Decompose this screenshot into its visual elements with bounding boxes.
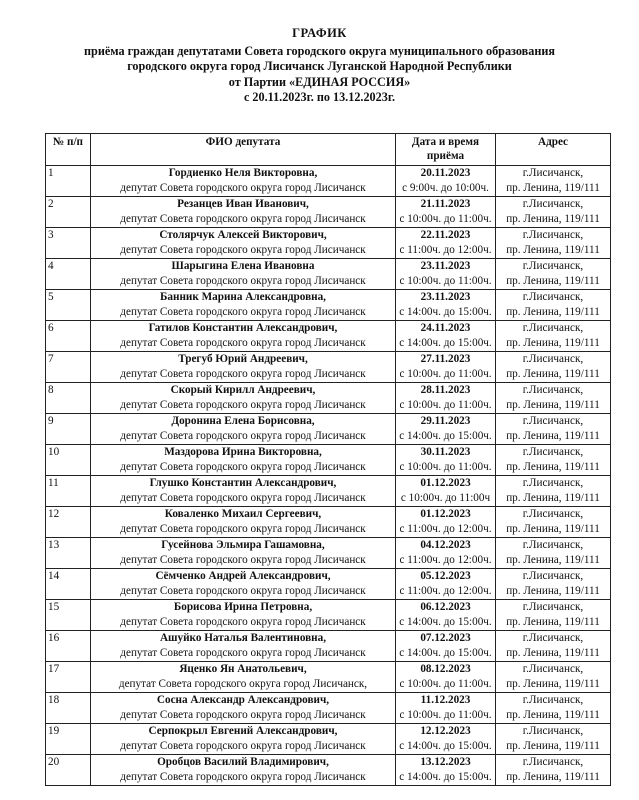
table-row: [46, 445, 611, 476]
reception-date: 04.12.2023: [420, 539, 471, 551]
reception-time: с 14:00ч. до 15:00ч.: [399, 336, 492, 349]
reception-date: 07.12.2023: [420, 632, 471, 644]
reception-date: 24.11.2023: [420, 322, 471, 334]
address-cell: [496, 631, 611, 662]
table-row: [46, 600, 611, 631]
reception-date: 22.11.2023: [420, 229, 471, 241]
address-street: пр. Ленина, 119/111: [506, 739, 600, 752]
address-street: пр. Ленина, 119/111: [506, 274, 600, 287]
deputy-position: депутат Совета городского округа город Лисичанск: [120, 398, 366, 411]
address-street: пр. Ленина, 119/111: [506, 243, 600, 256]
reception-date: 21.11.2023: [420, 198, 471, 210]
datetime-cell: [396, 259, 496, 290]
datetime-cell: [396, 321, 496, 352]
address-cell: [496, 414, 611, 445]
reception-date: 23.11.2023: [420, 291, 471, 303]
reception-date: 06.12.2023: [420, 601, 471, 613]
address-city: г.Лисичанск,: [522, 725, 584, 737]
deputy-name: Гордиенко Неля Викторовна,: [168, 167, 318, 179]
address-cell: [496, 321, 611, 352]
table-row: [46, 755, 611, 786]
deputy-name: Банник Марина Александровна,: [160, 291, 326, 303]
address-street: пр. Ленина, 119/111: [506, 553, 600, 566]
address-city: г.Лисичанск,: [522, 167, 584, 179]
column-header-fio: ФИО депутата: [91, 134, 396, 166]
deputy-position: депутат Совета городского округа город Лисичанск: [120, 739, 366, 752]
deputy-cell: [91, 755, 396, 786]
address-cell: [496, 724, 611, 755]
address-city: г.Лисичанск,: [522, 539, 584, 551]
reception-time: с 14:00ч. до 15:00ч.: [399, 770, 492, 783]
address-street: пр. Ленина, 119/111: [506, 429, 600, 442]
table-row: [46, 290, 611, 321]
table-row: [46, 414, 611, 445]
deputy-cell: [91, 352, 396, 383]
reception-time: с 11:00ч. до 12:00ч.: [399, 243, 492, 256]
table-row: [46, 507, 611, 538]
deputy-position: депутат Совета городского округа город Лисичанск: [120, 708, 366, 721]
row-number: 7: [46, 352, 91, 383]
address-cell: [496, 755, 611, 786]
deputy-name: Коваленко Михаил Сергеевич,: [164, 508, 322, 520]
datetime-cell: [396, 476, 496, 507]
address-street: пр. Ленина, 119/111: [506, 212, 600, 225]
row-number: 4: [46, 259, 91, 290]
table-row: [46, 662, 611, 693]
deputy-position: депутат Совета городского округа город Лисичанск,: [118, 677, 368, 690]
table-header-row: [46, 134, 611, 166]
address-cell: [496, 290, 611, 321]
address-cell: [496, 352, 611, 383]
deputy-name: Доронина Елена Борисовна,: [171, 415, 315, 427]
deputy-position: депутат Совета городского округа город Лисичанск: [120, 336, 366, 349]
deputy-cell: [91, 166, 396, 197]
reception-time: с 14:00ч. до 15:00ч.: [399, 305, 492, 318]
table-row: [46, 383, 611, 414]
datetime-cell: [396, 445, 496, 476]
datetime-cell: [396, 383, 496, 414]
deputy-cell: [91, 290, 396, 321]
reception-date: 27.11.2023: [420, 353, 471, 365]
address-city: г.Лисичанск,: [522, 508, 584, 520]
reception-time: с 10:00ч. до 11:00ч: [400, 491, 491, 504]
reception-time: с 14:00ч. до 15:00ч.: [399, 739, 492, 752]
deputy-name: Гатилов Константин Александрович,: [148, 322, 338, 334]
table-row: [46, 197, 611, 228]
deputy-name: Глушко Константин Александрович,: [149, 477, 337, 489]
row-number: 10: [46, 445, 91, 476]
address-street: пр. Ленина, 119/111: [506, 677, 600, 690]
datetime-cell: [396, 755, 496, 786]
table-row: [46, 321, 611, 352]
reception-time: с 10:00ч. до 11:00ч.: [399, 460, 492, 473]
deputy-name: Шарыгина Елена Ивановна: [171, 260, 315, 272]
datetime-cell: [396, 507, 496, 538]
deputy-position: депутат Совета городского округа город Лисичанск: [120, 274, 366, 287]
header-line-4: с 20.11.2023г. по 13.12.2023г.: [243, 90, 396, 105]
datetime-cell: [396, 631, 496, 662]
table-row: [46, 631, 611, 662]
datetime-cell: [396, 724, 496, 755]
address-city: г.Лисичанск,: [522, 229, 584, 241]
address-street: пр. Ленина, 119/111: [506, 491, 600, 504]
row-number: 1: [46, 166, 91, 197]
address-cell: [496, 197, 611, 228]
row-number: 13: [46, 538, 91, 569]
row-number: 14: [46, 569, 91, 600]
deputy-name: Борисова Ирина Петровна,: [173, 601, 313, 613]
datetime-cell: [396, 197, 496, 228]
reception-date: 11.12.2023: [420, 694, 471, 706]
table-row: [46, 693, 611, 724]
deputy-name: Резанцев Иван Иванович,: [177, 198, 309, 210]
address-city: г.Лисичанск,: [522, 322, 584, 334]
reception-time: с 14:00ч. до 15:00ч.: [399, 615, 492, 628]
deputy-cell: [91, 569, 396, 600]
address-street: пр. Ленина, 119/111: [506, 305, 600, 318]
deputy-cell: [91, 414, 396, 445]
address-street: пр. Ленина, 119/111: [506, 646, 600, 659]
row-number: 2: [46, 197, 91, 228]
reception-date: 05.12.2023: [420, 570, 471, 582]
datetime-cell: [396, 569, 496, 600]
datetime-cell: [396, 600, 496, 631]
datetime-cell: [396, 166, 496, 197]
row-number: 19: [46, 724, 91, 755]
column-header-address: Адрес: [496, 134, 611, 166]
row-number: 12: [46, 507, 91, 538]
column-header-datetime: Дата и время приёма: [396, 134, 496, 166]
deputy-name: Серпокрыл Евгений Александрович,: [148, 725, 338, 737]
address-cell: [496, 507, 611, 538]
reception-date: 23.11.2023: [420, 260, 471, 272]
deputy-position: депутат Совета городского округа город Лисичанск: [120, 646, 366, 659]
address-city: г.Лисичанск,: [522, 198, 584, 210]
table-row: [46, 538, 611, 569]
table-row: [46, 228, 611, 259]
address-street: пр. Ленина, 119/111: [506, 367, 600, 380]
deputy-name: Ашуйко Наталья Валентиновна,: [159, 632, 327, 644]
address-cell: [496, 476, 611, 507]
address-street: пр. Ленина, 119/111: [506, 181, 600, 194]
deputy-name: Маздорова Ирина Викторовна,: [164, 446, 322, 458]
deputy-name: Яценко Ян Анатольевич,: [179, 663, 307, 675]
row-number: 20: [46, 755, 91, 786]
deputy-cell: [91, 600, 396, 631]
address-street: пр. Ленина, 119/111: [506, 398, 600, 411]
table-row: [46, 476, 611, 507]
deputy-name: Сосна Александр Александрович,: [156, 694, 330, 706]
row-number: 16: [46, 631, 91, 662]
deputy-position: депутат Совета городского округа город Лисичанск: [120, 553, 366, 566]
deputy-position: депутат Совета городского округа город Лисичанск: [120, 305, 366, 318]
deputy-cell: [91, 259, 396, 290]
datetime-cell: [396, 228, 496, 259]
deputy-position: депутат Совета городского округа город Лисичанск: [120, 243, 366, 256]
table-row: [46, 569, 611, 600]
deputy-position: депутат Совета городского округа город Лисичанск: [120, 181, 366, 194]
address-street: пр. Ленина, 119/111: [506, 770, 600, 783]
deputy-cell: [91, 445, 396, 476]
reception-date: 13.12.2023: [420, 756, 471, 768]
deputy-name: Оробцов Василий Владимирович,: [157, 756, 329, 768]
reception-time: с 10:00ч. до 11:00ч.: [399, 398, 492, 411]
address-city: г.Лисичанск,: [522, 694, 584, 706]
row-number: 11: [46, 476, 91, 507]
deputy-position: депутат Совета городского округа город Лисичанск: [120, 367, 366, 380]
address-city: г.Лисичанск,: [522, 601, 584, 613]
table-row: [46, 352, 611, 383]
reception-time: с 14:00ч. до 15:00ч.: [399, 646, 492, 659]
document-header: [0, 26, 639, 106]
address-cell: [496, 600, 611, 631]
reception-date: 20.11.2023: [420, 167, 471, 179]
deputy-cell: [91, 538, 396, 569]
reception-time: с 10:00ч. до 11:00ч.: [399, 212, 492, 225]
address-cell: [496, 662, 611, 693]
address-city: г.Лисичанск,: [522, 384, 584, 396]
reception-time: с 10:00ч. до 11:00ч.: [399, 708, 492, 721]
row-number: 8: [46, 383, 91, 414]
address-cell: [496, 228, 611, 259]
reception-date: 30.11.2023: [420, 446, 471, 458]
address-street: пр. Ленина, 119/111: [506, 336, 600, 349]
address-street: пр. Ленина, 119/111: [506, 615, 600, 628]
deputy-name: Скорый Кирилл Андреевич,: [170, 384, 316, 396]
deputy-cell: [91, 693, 396, 724]
deputy-cell: [91, 383, 396, 414]
datetime-cell: [396, 414, 496, 445]
reception-time: с 11:00ч. до 12:00ч.: [399, 553, 492, 566]
header-line-1: приёма граждан депутатами Совета городского округа муниципального образования: [84, 43, 555, 58]
row-number: 15: [46, 600, 91, 631]
table-row: [46, 259, 611, 290]
header-line-2: городского округа город Лисичанск Луганской Народной Республики: [127, 59, 512, 74]
row-number: 9: [46, 414, 91, 445]
deputy-position: депутат Совета городского округа город Лисичанск: [120, 615, 366, 628]
column-header-num: № п/п: [46, 134, 91, 166]
reception-time: с 11:00ч. до 12:00ч.: [399, 584, 492, 597]
deputy-cell: [91, 662, 396, 693]
deputy-cell: [91, 476, 396, 507]
deputy-cell: [91, 631, 396, 662]
deputy-cell: [91, 724, 396, 755]
address-cell: [496, 166, 611, 197]
reception-date: 08.12.2023: [420, 663, 471, 675]
reception-date: 28.11.2023: [420, 384, 471, 396]
address-city: г.Лисичанск,: [522, 260, 584, 272]
datetime-cell: [396, 693, 496, 724]
address-city: г.Лисичанск,: [522, 756, 584, 768]
address-street: пр. Ленина, 119/111: [506, 584, 600, 597]
row-number: 5: [46, 290, 91, 321]
reception-time: с 9:00ч. до 10:00ч.: [402, 181, 489, 194]
reception-date: 29.11.2023: [420, 415, 471, 427]
deputy-position: депутат Совета городского округа город Лисичанск: [120, 522, 366, 535]
reception-date: 01.12.2023: [420, 508, 471, 520]
address-street: пр. Ленина, 119/111: [506, 708, 600, 721]
datetime-cell: [396, 538, 496, 569]
address-cell: [496, 538, 611, 569]
deputy-cell: [91, 507, 396, 538]
reception-date: 12.12.2023: [420, 725, 471, 737]
address-cell: [496, 693, 611, 724]
row-number: 3: [46, 228, 91, 259]
deputy-name: Гусейнова Эльмира Гашамовна,: [161, 539, 325, 551]
reception-time: с 10:00ч. до 11:00ч.: [399, 677, 492, 690]
address-cell: [496, 445, 611, 476]
address-street: пр. Ленина, 119/111: [506, 460, 600, 473]
address-city: г.Лисичанск,: [522, 570, 584, 582]
schedule-table-body: [46, 166, 611, 786]
datetime-cell: [396, 352, 496, 383]
row-number: 17: [46, 662, 91, 693]
deputy-position: депутат Совета городского округа город Лисичанск: [120, 429, 366, 442]
address-city: г.Лисичанск,: [522, 291, 584, 303]
row-number: 6: [46, 321, 91, 352]
schedule-table: [45, 133, 611, 786]
table-row: [46, 166, 611, 197]
table-row: [46, 724, 611, 755]
address-cell: [496, 383, 611, 414]
address-street: пр. Ленина, 119/111: [506, 522, 600, 535]
header-line-3: от Партии «ЕДИНАЯ РОССИЯ»: [228, 74, 411, 89]
reception-time: с 10:00ч. до 11:00ч.: [399, 274, 492, 287]
datetime-cell: [396, 662, 496, 693]
document-title: ГРАФИК: [292, 26, 347, 40]
deputy-name: Трегуб Юрий Андреевич,: [178, 353, 308, 365]
deputy-position: депутат Совета городского округа город Лисичанск: [120, 491, 366, 504]
deputy-cell: [91, 321, 396, 352]
reception-time: с 11:00ч. до 12:00ч.: [399, 522, 492, 535]
address-cell: [496, 259, 611, 290]
deputy-position: депутат Совета городского округа город Лисичанск: [120, 212, 366, 225]
row-number: 18: [46, 693, 91, 724]
address-city: г.Лисичанск,: [522, 415, 584, 427]
deputy-position: депутат Совета городского округа город Лисичанск: [120, 584, 366, 597]
deputy-name: Столярчук Алексей Викторович,: [159, 229, 327, 241]
reception-time: с 10:00ч. до 11:00ч.: [399, 367, 492, 380]
address-city: г.Лисичанск,: [522, 353, 584, 365]
reception-time: с 14:00ч. до 15:00ч.: [399, 429, 492, 442]
address-city: г.Лисичанск,: [522, 446, 584, 458]
datetime-cell: [396, 290, 496, 321]
deputy-cell: [91, 197, 396, 228]
address-city: г.Лисичанск,: [522, 632, 584, 644]
address-city: г.Лисичанск,: [522, 477, 584, 489]
reception-date: 01.12.2023: [420, 477, 471, 489]
address-city: г.Лисичанск,: [522, 663, 584, 675]
deputy-position: депутат Совета городского округа город Лисичанск: [120, 770, 366, 783]
deputy-name: Сёмченко Андрей Александрович,: [155, 570, 331, 582]
address-cell: [496, 569, 611, 600]
deputy-position: депутат Совета городского округа город Лисичанск: [120, 460, 366, 473]
deputy-cell: [91, 228, 396, 259]
